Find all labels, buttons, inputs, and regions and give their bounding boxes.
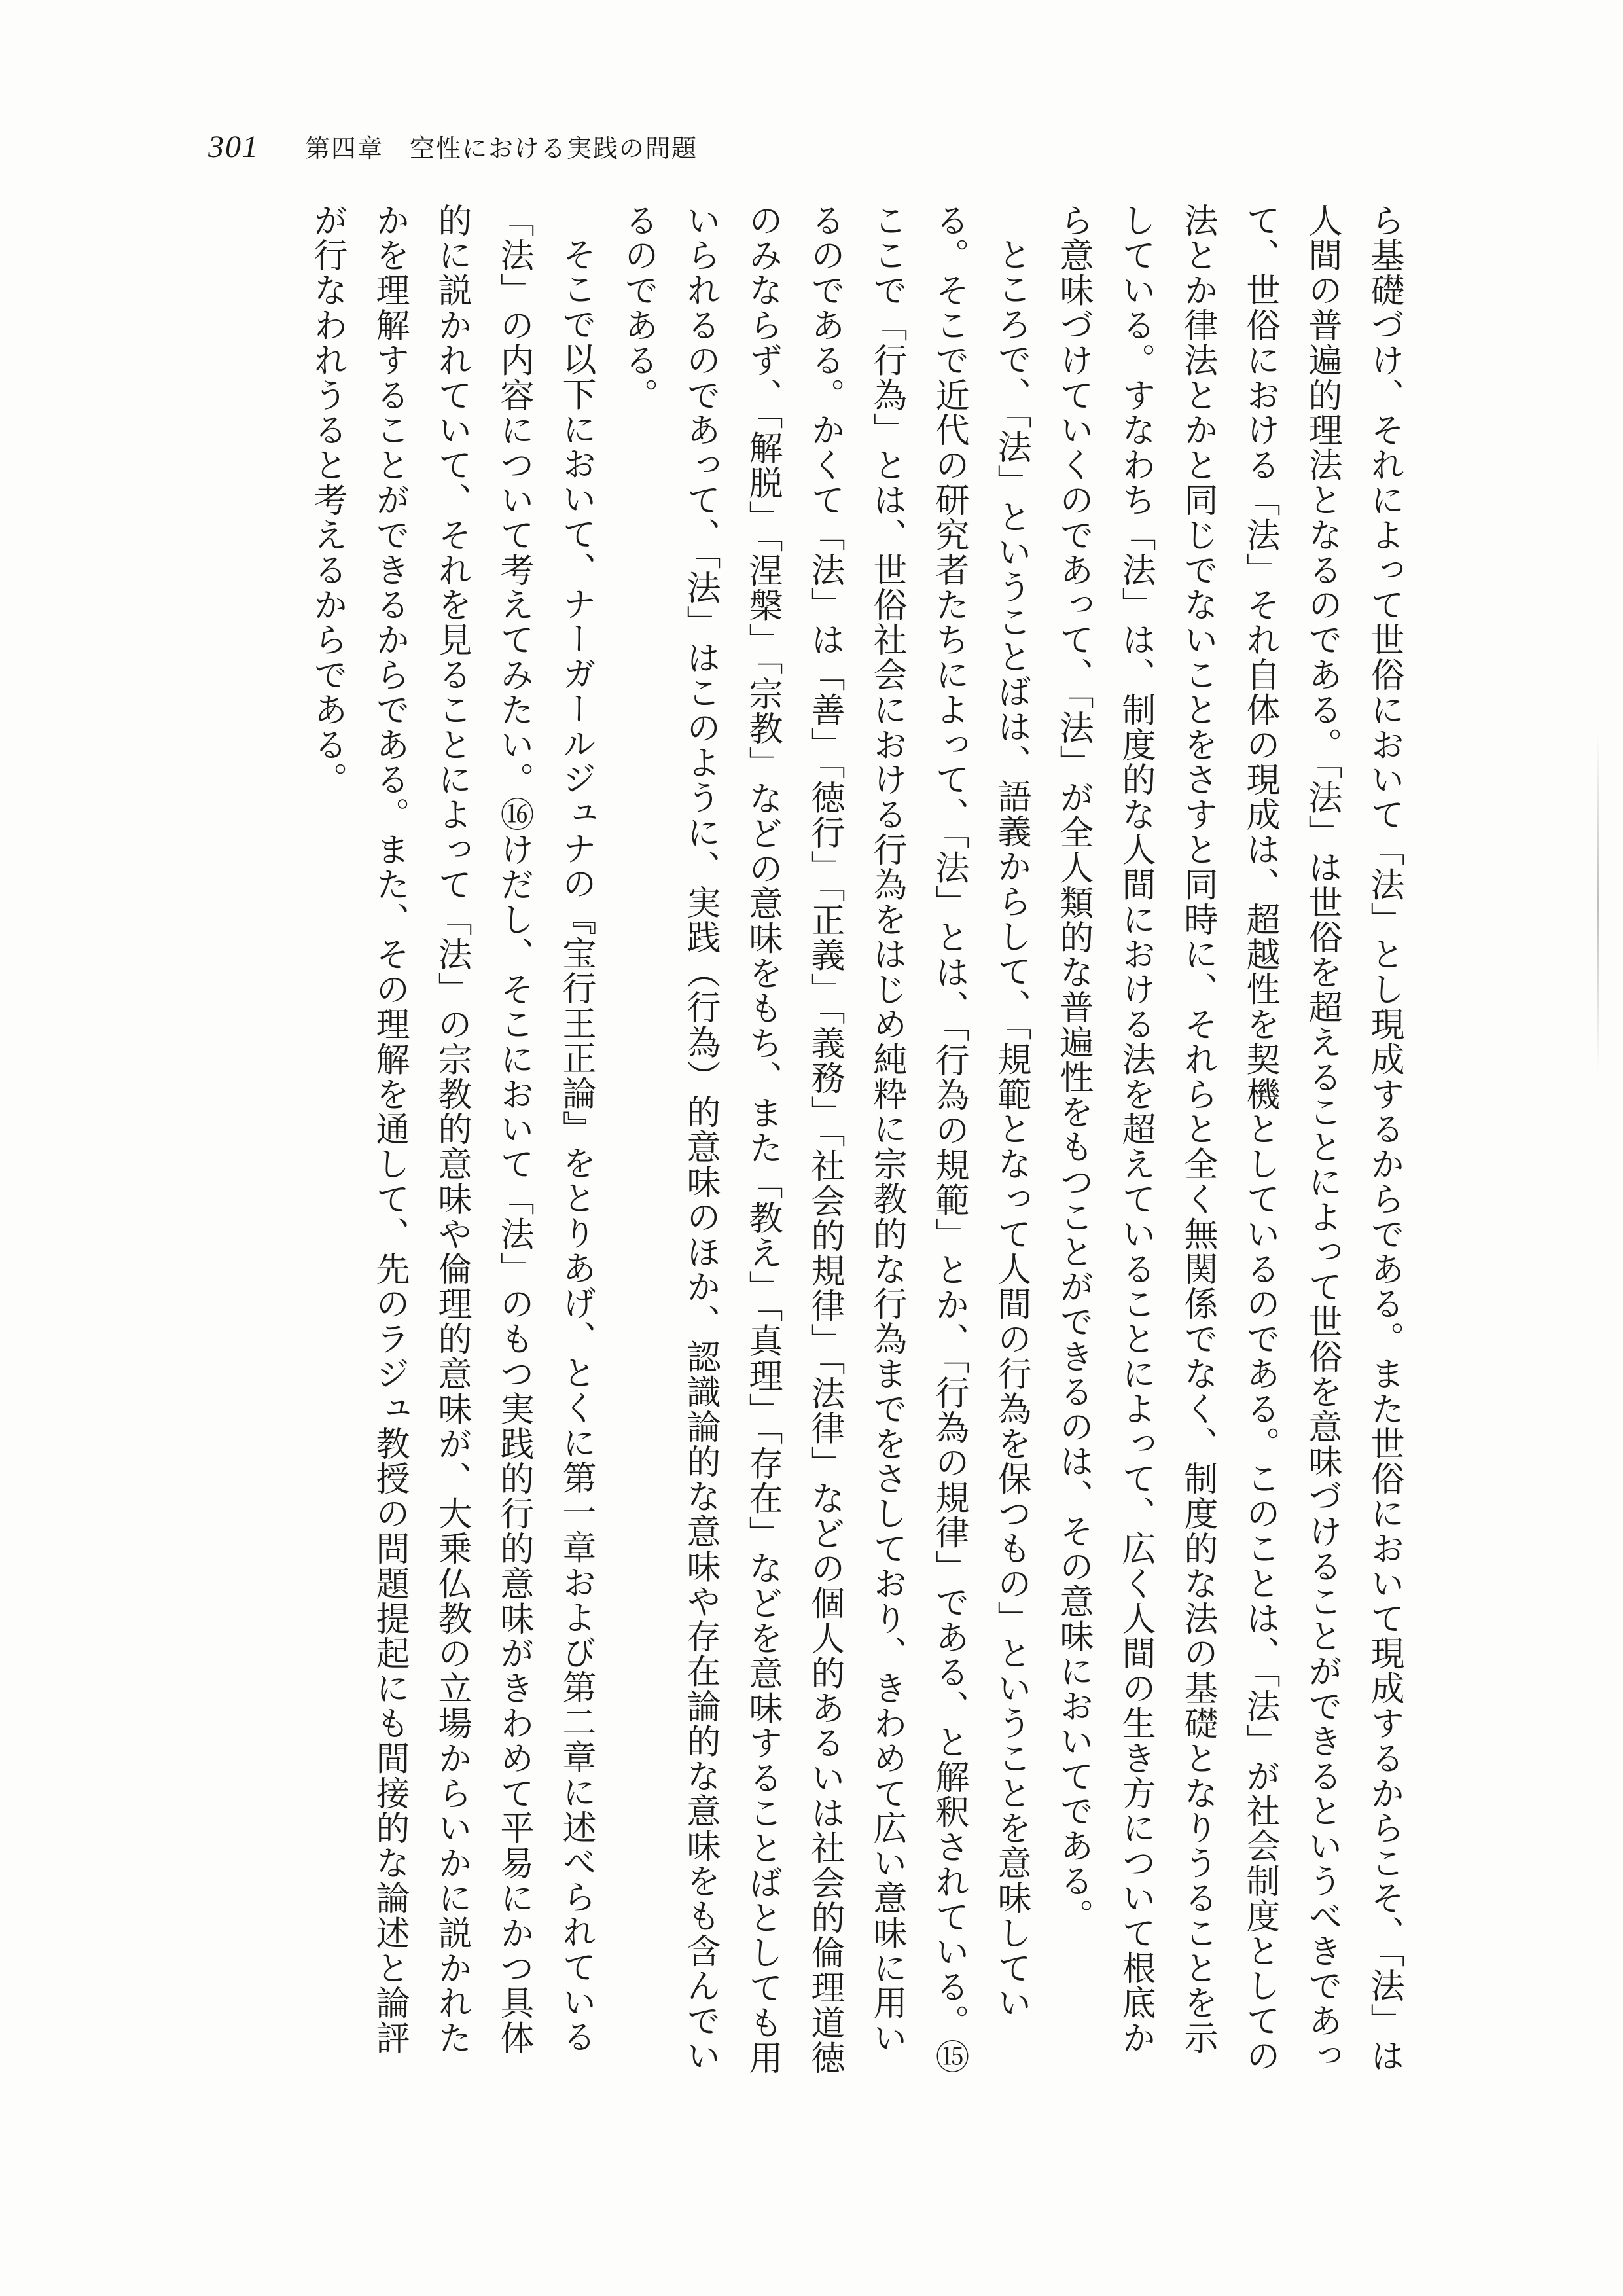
chapter-title: 第四章 空性における実践の問題 bbox=[305, 135, 698, 163]
paragraph: ところで、「法」ということばは、語義からして、「規範となって人間の行為を保つもの」ということを意味している。そこで近代の研究者たちによって、「法」とは、「行為の規範」とか、「行為の規律」である、と解釈されている。⑮ここで「行為」とは、世俗社会における行為をはじめ純粋に宗教的な行為までをさしており、きわめて広い意味に用いるのである。かくて「法」は「善」「徳行」「正義」「義務」「社会的規律」「法律」などの個人的あるいは社会的倫理道徳のみならず、「解脱」「涅槃」「宗教」などの意味をもち、また「教え」「真理」「存在」などを意味することばとしても用いられるのであって、「法」はこのように、実践（行為）的意味のほか、認識論的な意味や存在論的な意味をも含んでいるのである。 bbox=[618, 203, 1031, 2075]
body-text bbox=[181, 203, 1415, 2088]
paragraph: そこで以下において、ナーガールジュナの『宝行王正論』をとりあげ、とくに第一章および第二章に述べられている「法」の内容について考えてみたい。⑯けだし、そこにおいて「法」のもつ実践的行的意味がきわめて平易にかつ具体的に説かれていて、それを見ることによって「法」の宗教的意味や倫理的意味が、大乗仏教の立場からいかに説かれたかを理解することができるからである。また、その理解を通して、先のラジュ教授の問題提起にも間接的な論述と論評が行なわれうると考えるからである。 bbox=[308, 203, 596, 2056]
scan-edge-mark bbox=[1597, 733, 1599, 1073]
page-number: 301 bbox=[208, 130, 259, 164]
paragraph: ら基礎づけ、それによって世俗において「法」とし現成するからである。また世俗において現成するからこそ、「法」は人間の普遍的理法となるのである。「法」は世俗を超えることによって世俗を意味づけることができるというべきであって、世俗における「法」それ自体の現成は、超越性を契機としているのである。このことは、「法」が社会制度としての法とか律法とかと同じでないことをさすと同時に、それらと全く無関係でなく、制度的な法の基礎となりうることを示している。すなわち「法」は、制度的な人間における法を超えていることによって、広く人間の生き方について根底から意味づけていくのであって、「法」が全人類的な普遍性をもつことができるのは、その意味においてである。 bbox=[1054, 203, 1404, 2073]
running-head bbox=[208, 128, 698, 174]
